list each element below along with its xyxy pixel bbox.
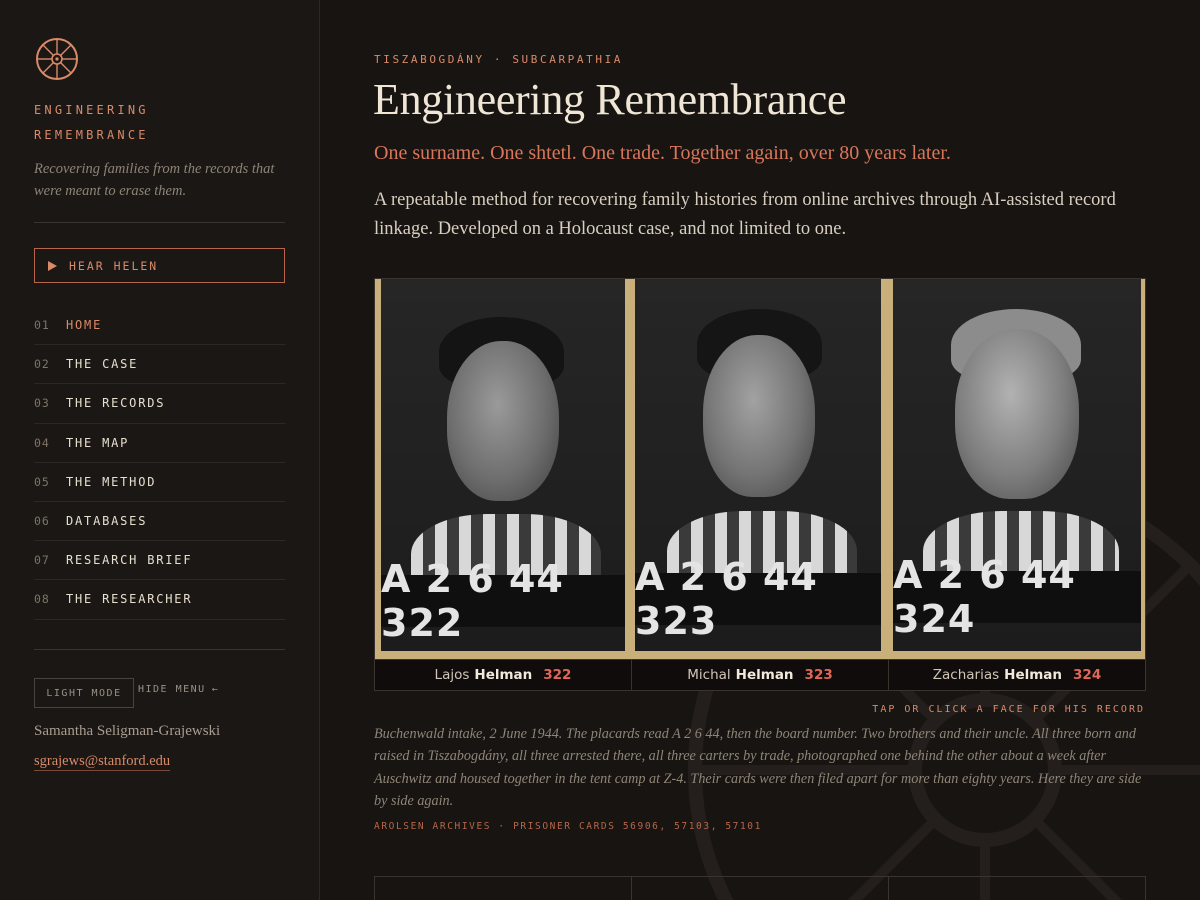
wagon-wheel-logo-icon[interactable] — [35, 37, 79, 81]
hear-helen-label: HEAR HELEN — [69, 258, 159, 273]
caption-zacharias[interactable] — [889, 660, 1145, 690]
light-mode-button[interactable]: LIGHT MODE — [34, 678, 134, 708]
site-brand[interactable] — [34, 98, 149, 148]
nav-label: RESEARCH BRIEF — [66, 553, 193, 568]
next-section-grid — [374, 876, 1146, 900]
tap-face-hint: TAP OR CLICK A FACE FOR HIS RECORD — [872, 704, 1145, 715]
mugshot-captions — [375, 659, 1145, 690]
nav-item-the-case[interactable] — [34, 345, 285, 384]
board-number: 324 — [1073, 667, 1102, 683]
main-nav — [34, 306, 285, 620]
first-name: Zacharias — [932, 667, 1000, 683]
caption-lajos[interactable] — [375, 660, 632, 690]
nav-number: 02 — [34, 357, 50, 372]
face-shape — [703, 335, 815, 497]
hide-menu-label: HIDE MENU — [138, 684, 206, 695]
nav-label: THE CASE — [66, 357, 139, 372]
caption-michal[interactable] — [632, 660, 889, 690]
nav-item-databases[interactable] — [34, 502, 285, 541]
mugshot-photo-zacharias[interactable] — [893, 279, 1141, 651]
figure-caption: Buchenwald intake, 2 June 1944. The placards read A 2 6 44, then the board number. Two brothers and their uncle. All three born and raised in Tiszabogdány, all three arrested there, all three carters by trade, photographed one behind the other about a week after Auschwitz and housed together in the tent camp at Z-4. Their cards were then filed apart for more than eighty years. Here they are side by side again. — [374, 726, 1142, 809]
nav-label: THE RESEARCHER — [66, 592, 193, 607]
nav-item-research-brief[interactable] — [34, 541, 285, 580]
face-shape — [447, 341, 559, 501]
nav-item-the-researcher[interactable] — [34, 580, 285, 619]
hear-helen-button[interactable] — [34, 248, 285, 283]
mugshot-photo-strip — [375, 279, 1145, 659]
brand-line-1: ENGINEERING — [34, 103, 149, 117]
brand-line-2: REMEMBRANCE — [34, 128, 149, 142]
nav-item-the-method[interactable] — [34, 463, 285, 502]
nav-number: 08 — [34, 592, 50, 607]
site-tagline: Recovering families from the records that were meant to erase them. — [34, 161, 275, 199]
grid-cell — [889, 877, 1145, 900]
grid-cell — [375, 877, 632, 900]
face-shape — [955, 329, 1079, 499]
nav-number: 07 — [34, 553, 50, 568]
nav-number: 06 — [34, 514, 50, 529]
nav-label: THE MAP — [66, 435, 130, 450]
board-number: 322 — [543, 667, 572, 683]
divider — [34, 649, 285, 650]
nav-item-the-map[interactable] — [34, 424, 285, 463]
nav-number: 01 — [34, 318, 50, 333]
mugshot-figure — [374, 278, 1146, 691]
prisoner-placard: A 2 6 44 322 — [381, 575, 625, 627]
arrow-left-icon: ← — [211, 684, 220, 695]
author-name: Samantha Seligman-Grajewski — [34, 723, 221, 739]
author-email-link[interactable]: sgrajews@stanford.edu — [34, 753, 171, 769]
nav-number: 04 — [34, 435, 50, 450]
hide-menu-button[interactable] — [138, 684, 219, 695]
intro-paragraph: A repeatable method for recovering family histories from online archives through AI-assisted record linkage. Developed on a Holocaust case, and not limited to one. — [374, 190, 1116, 239]
board-number: 323 — [804, 667, 833, 683]
mugshot-photo-michal[interactable] — [635, 279, 881, 651]
nav-label: THE RECORDS — [66, 396, 166, 411]
first-name: Lajos — [434, 667, 470, 683]
main-content — [320, 0, 1200, 900]
nav-label: HOME — [66, 318, 103, 333]
mugshot-photo-lajos[interactable] — [381, 279, 625, 651]
nav-label: DATABASES — [66, 514, 148, 529]
nav-item-home[interactable] — [34, 306, 285, 345]
prisoner-placard: A 2 6 44 324 — [893, 571, 1141, 623]
page-title: Engineering Remembrance — [373, 75, 847, 124]
location-eyebrow: TISZABOGDÁNY · SUBCARPATHIA — [374, 53, 624, 66]
surname: Helman — [1004, 667, 1063, 683]
divider — [34, 222, 285, 223]
surname: Helman — [474, 667, 533, 683]
surname: Helman — [735, 667, 794, 683]
first-name: Michal — [687, 667, 731, 683]
sidebar — [0, 0, 320, 900]
nav-number: 03 — [34, 396, 50, 411]
page-subtitle: One surname. One shtetl. One trade. Together again, over 80 years later. — [374, 142, 951, 164]
prisoner-placard: A 2 6 44 323 — [635, 573, 881, 625]
nav-label: THE METHOD — [66, 474, 157, 489]
nav-item-the-records[interactable] — [34, 384, 285, 423]
grid-cell — [632, 877, 889, 900]
play-icon — [48, 261, 57, 271]
nav-number: 05 — [34, 474, 50, 489]
source-credit: AROLSEN ARCHIVES · PRISONER CARDS 56906, 57103, 57101 — [374, 821, 762, 832]
